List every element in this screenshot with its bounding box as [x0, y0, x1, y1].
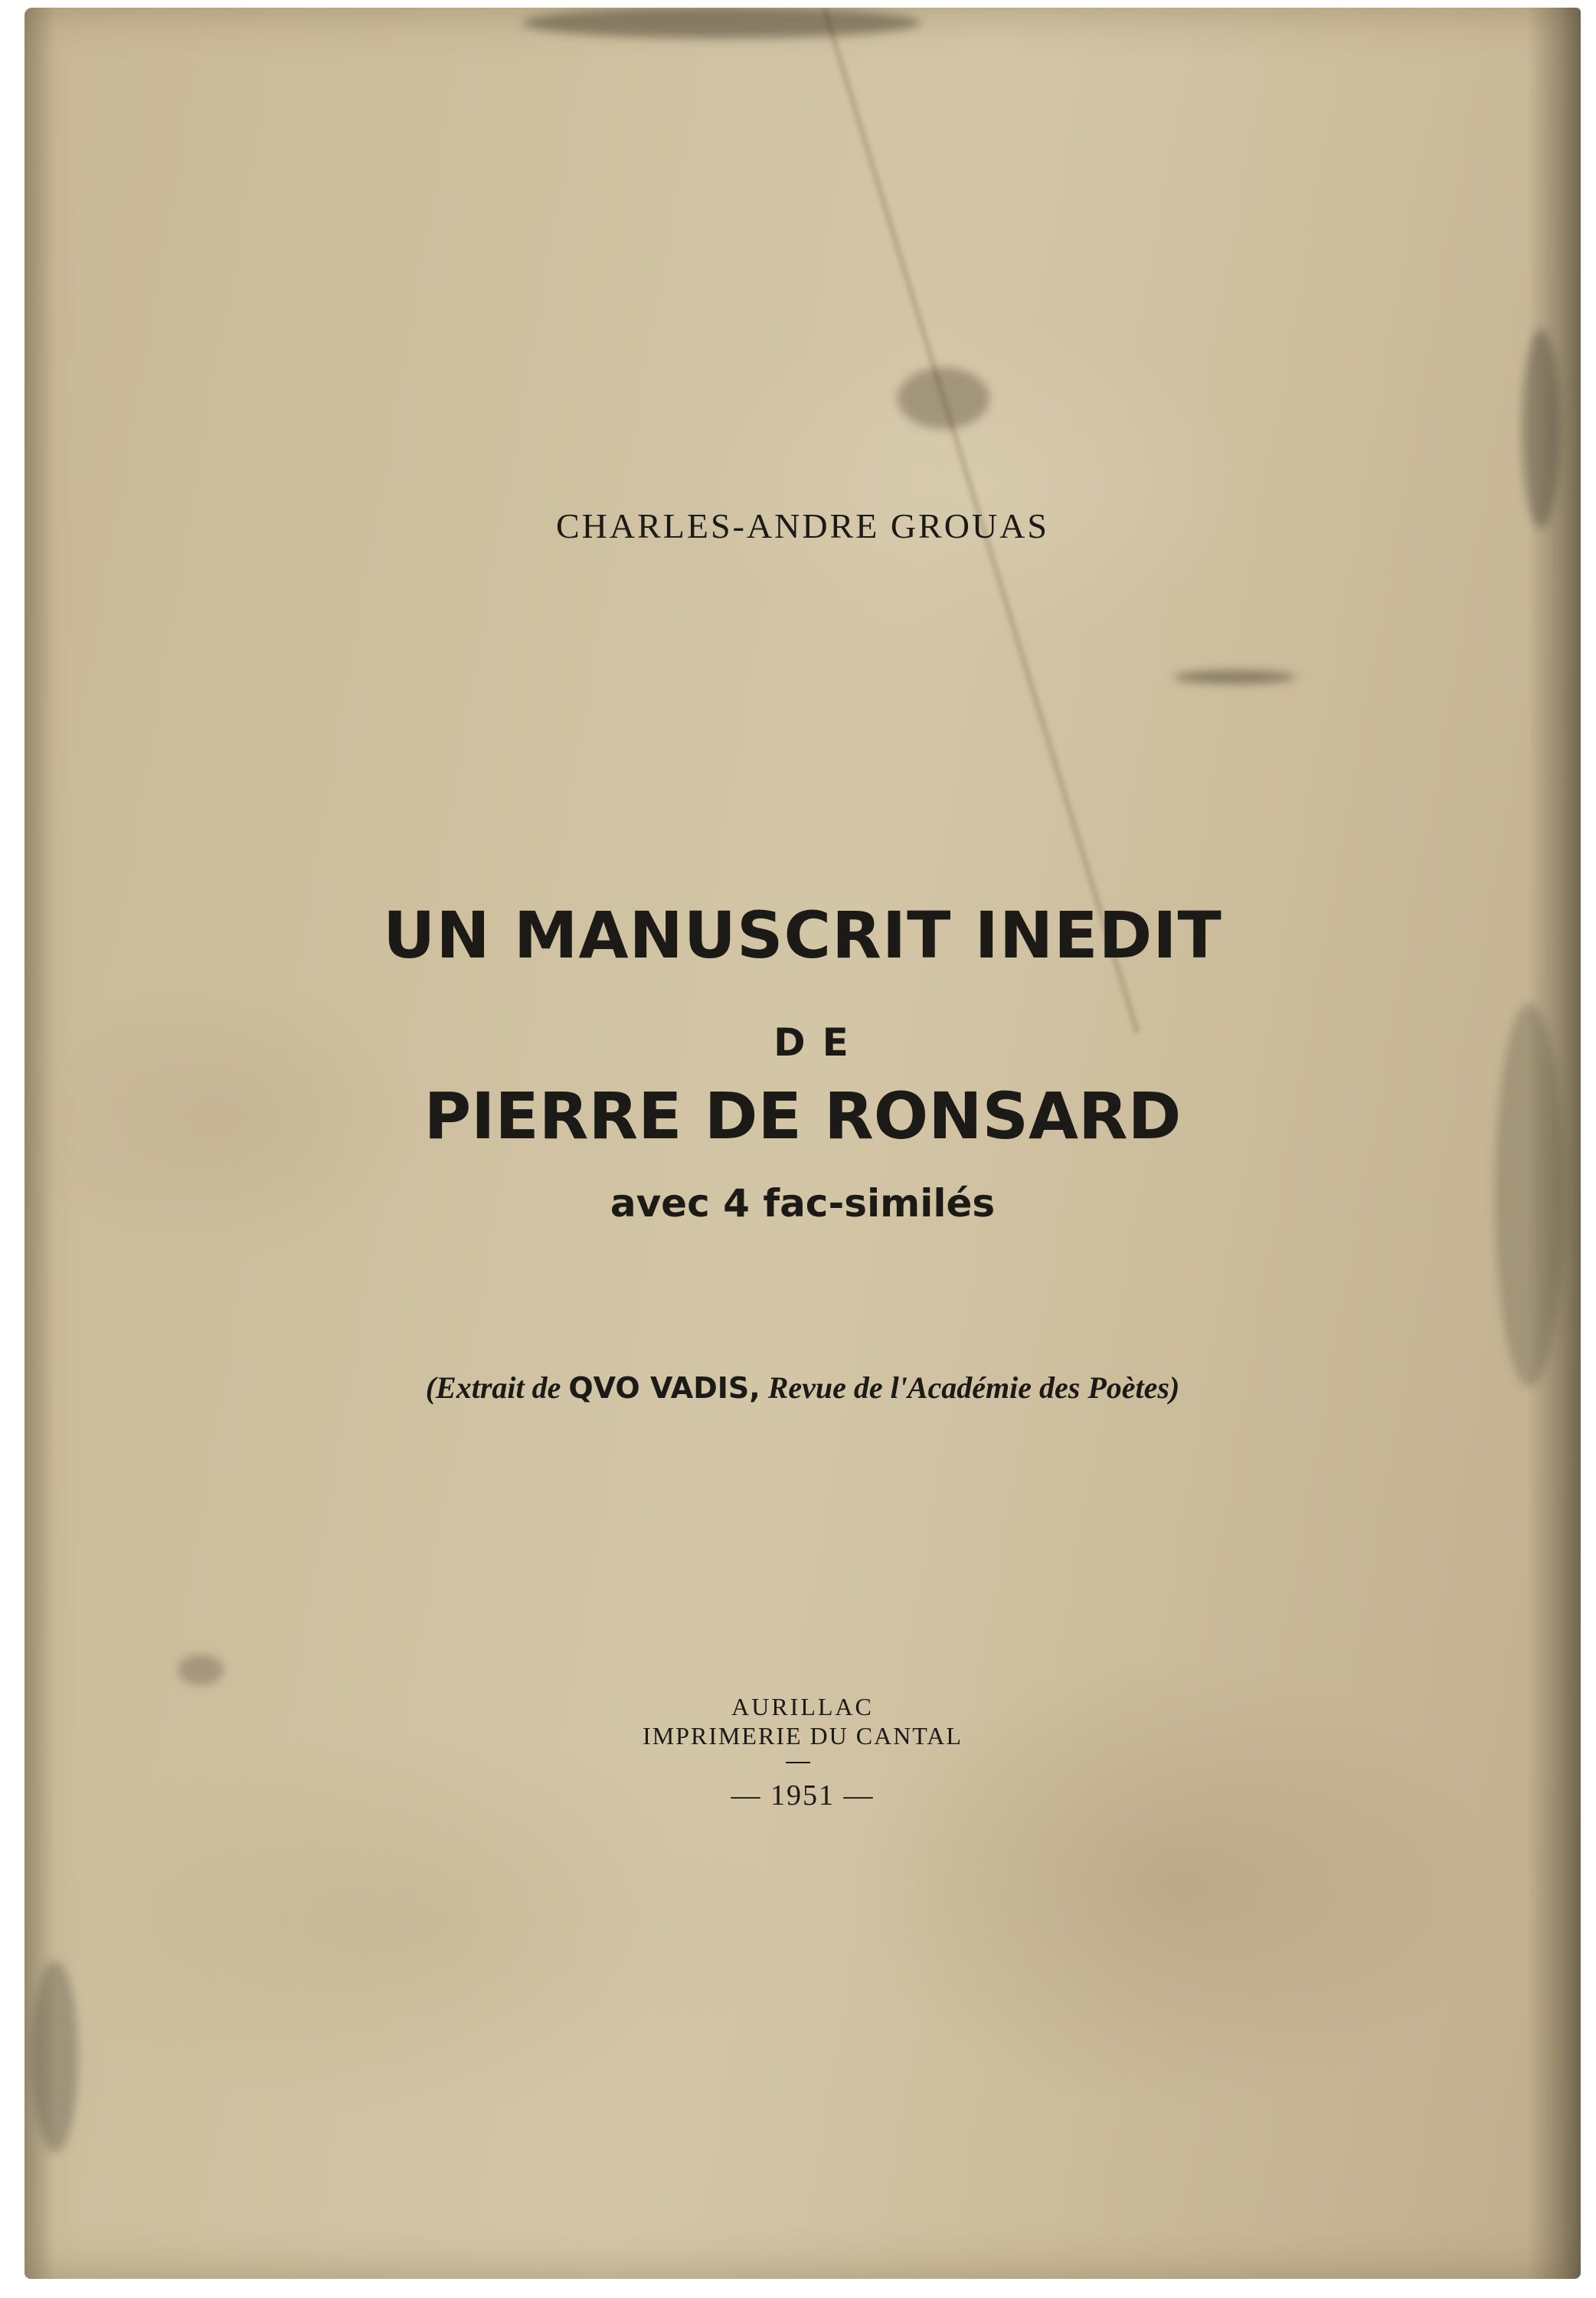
publisher-divider [786, 1762, 810, 1763]
extract-note-rest: Revue de l'Académie des Poètes) [760, 1370, 1180, 1405]
cover-stain [32, 1961, 78, 2152]
author-name: CHARLES-ANDRE GROUAS [556, 506, 1049, 545]
cover-stain [898, 368, 989, 429]
journal-name: QVO VADIS, [568, 1371, 760, 1405]
subtitle: avec 4 fac-similés [610, 1181, 996, 1226]
title-line-2: PIERRE DE RONSARD [424, 1079, 1182, 1154]
title-connector: DE [773, 1020, 865, 1065]
publisher-printer: IMPRIMERIE DU CANTAL [643, 1722, 963, 1750]
extract-note [25, 1370, 1581, 1406]
book-cover [25, 8, 1581, 2279]
extract-note-open: (Extrait de [425, 1370, 569, 1405]
cover-stain [1173, 670, 1296, 684]
cover-stain [1522, 329, 1560, 529]
cover-stain [178, 1655, 224, 1685]
cover-stain [522, 8, 921, 38]
title-line-1: UN MANUSCRIT INEDIT [383, 898, 1222, 973]
publication-year: — 1951 — [731, 1779, 875, 1812]
publisher-city: AURILLAC [731, 1693, 874, 1720]
